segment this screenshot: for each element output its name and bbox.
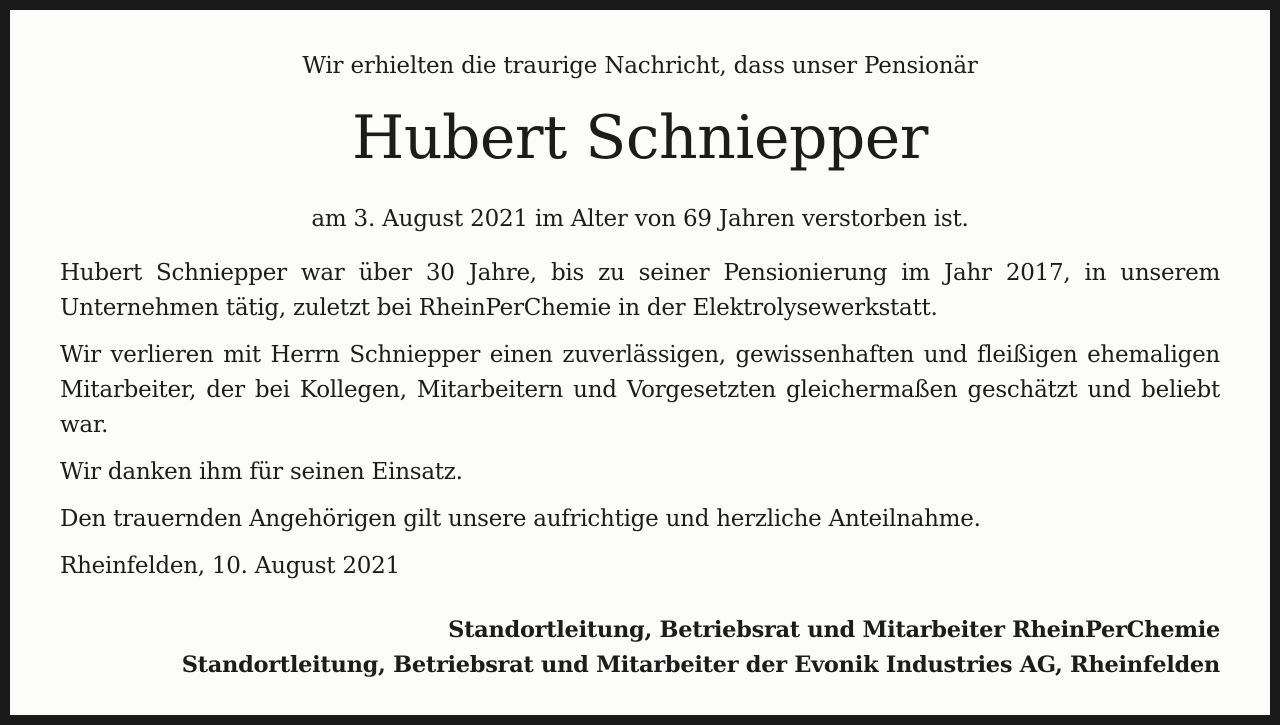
signer-line: Standortleitung, Betriebsrat und Mitarbeiter RheinPerChemie [448, 617, 1220, 643]
paragraph-career: Hubert Schniepper war über 30 Jahre, bis zu seiner Pensionierung im Jahr 2017, in unserem Unternehmen tätig, zuletzt bei RheinPerChemie in der Elektrolysewerkstatt. [60, 260, 1220, 321]
deceased-name: Hubert Schniepper [352, 103, 928, 173]
obituary-notice [10, 10, 1270, 715]
signer-line: Standortleitung, Betriebsrat und Mitarbeiter der Evonik Industries AG, Rheinfelden [181, 652, 1220, 678]
intro-line: Wir erhielten die traurige Nachricht, dass unser Pensionär [302, 53, 978, 79]
signatories [60, 613, 1220, 683]
place-date: Rheinfelden, 10. August 2021 [60, 553, 400, 579]
paragraph-thanks: Wir danken ihm für seinen Einsatz. [60, 459, 463, 485]
death-date-line: am 3. August 2021 im Alter von 69 Jahren verstorben ist. [311, 206, 969, 232]
paragraph-tribute: Wir verlieren mit Herrn Schniepper einen zuverlässigen, gewissenhaften und fleißigen ehemaligen Mitarbeiter, der bei Kollegen, Mitarbeitern und Vorgesetzten gleichermaßen geschätzt und beliebt war. [60, 342, 1220, 438]
paragraph-condolence: Den trauernden Angehörigen gilt unsere aufrichtige und herzliche Anteilnahme. [60, 506, 981, 532]
notice-body [60, 256, 1220, 596]
